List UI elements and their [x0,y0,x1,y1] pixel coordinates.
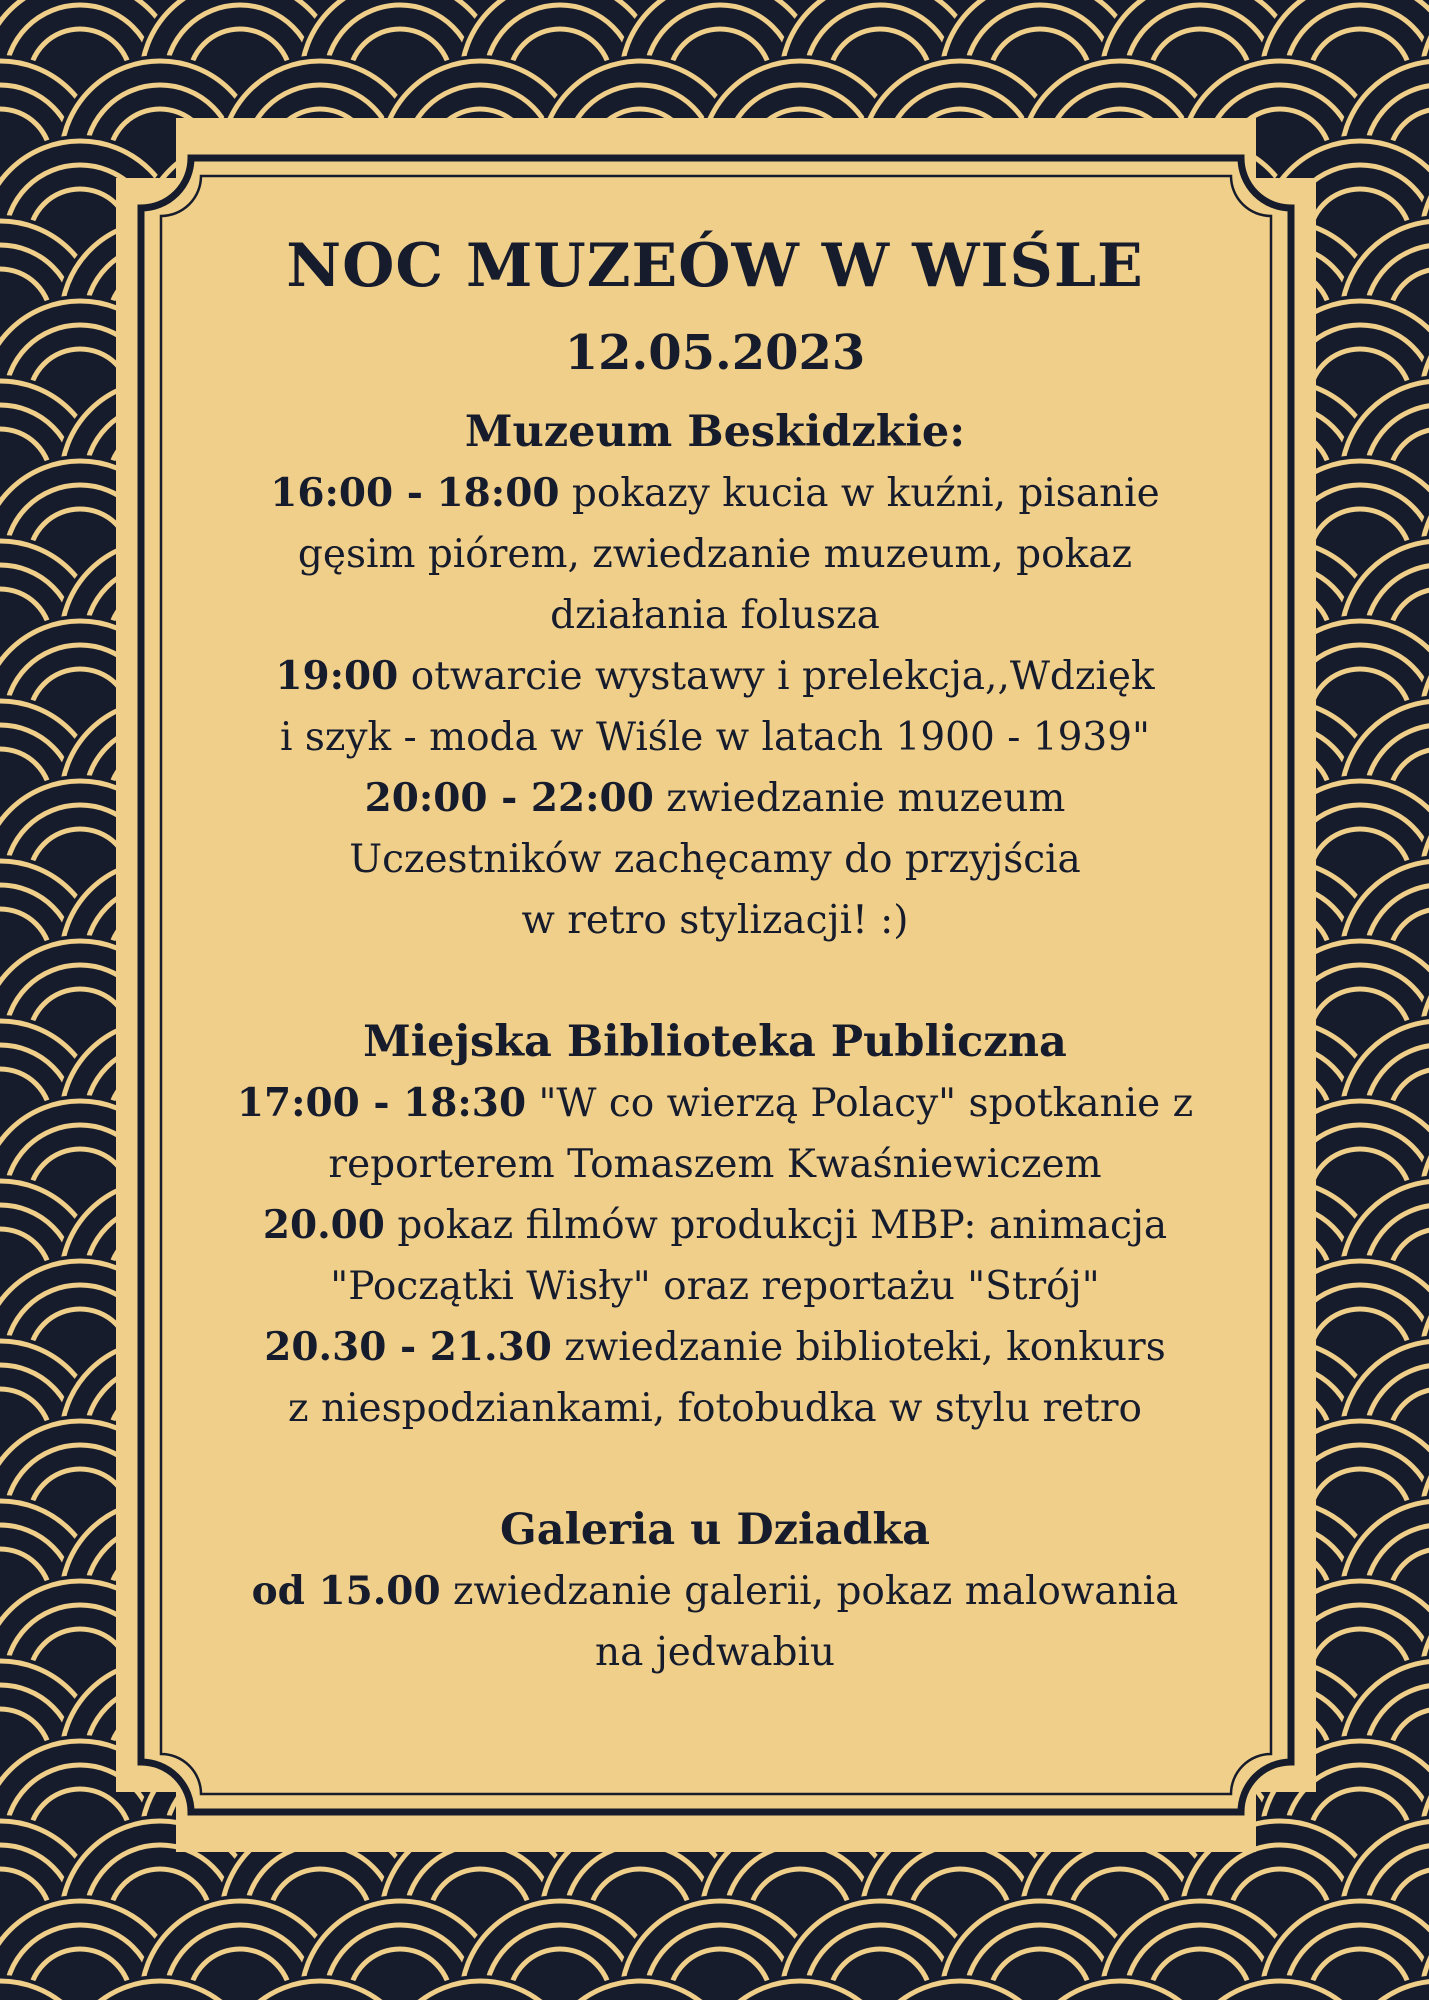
section-title: Galeria u Dziadka [500,1505,930,1555]
program-description: pokazy kucia w kuźni, pisanie [559,471,1160,516]
program-time: 17:00 - 18:30 [236,1080,527,1126]
program-time: 16:00 - 18:00 [270,470,560,516]
program-section [230,402,1200,951]
program-time: 20:00 - 22:00 [364,775,654,821]
program-time: 20.30 - 21.30 [264,1324,552,1370]
poster-title: NOC MUZEÓW W WIŚLE [286,231,1144,301]
program-line [230,1134,1200,1195]
program-sections [230,402,1200,1683]
program-description: działania folusza [550,593,880,638]
program-line [230,768,1200,829]
program-description: w retro stylizacji! :) [521,898,909,943]
program-line [230,1317,1200,1378]
program-section [230,1012,1200,1439]
program-description: gęsim piórem, zwiedzanie muzeum, pokaz [297,532,1133,577]
program-description: i szyk - moda w Wiśle w latach 1900 - 1939" [280,715,1150,760]
program-line [230,524,1200,585]
program-line [230,890,1200,951]
program-line [230,1622,1200,1683]
program-time: 20.00 [262,1202,385,1248]
program-description: "W co wierzą Polacy" spotkanie z [526,1081,1194,1126]
program-line [230,1195,1200,1256]
program-line [230,707,1200,768]
program-description: zwiedzanie muzeum [653,776,1066,821]
program-line [230,463,1200,524]
program-description: z niespodziankami, fotobudka w stylu retro [288,1386,1142,1431]
program-line [230,1561,1200,1622]
program-line [230,646,1200,707]
program-line [230,1378,1200,1439]
program-line [230,1073,1200,1134]
poster-content [230,218,1200,1683]
program-time: od 15.00 [251,1568,441,1614]
program-description: Uczestników zachęcamy do przyjścia [349,837,1081,882]
program-line [230,585,1200,646]
program-description: reporterem Tomaszem Kwaśniewiczem [328,1142,1102,1187]
program-section [230,1500,1200,1683]
program-description: zwiedzanie galerii, pokaz malowania [440,1569,1179,1614]
program-time: 19:00 [275,653,399,699]
section-spacer [230,951,1200,1012]
program-description: na jedwabiu [594,1630,836,1675]
event-date: 12.05.2023 [564,325,866,381]
program-description: otwarcie wystawy i prelekcja,,Wdzięk [398,654,1155,699]
program-description: zwiedzanie biblioteki, konkurs [551,1325,1166,1370]
section-spacer [230,1439,1200,1500]
section-title: Miejska Biblioteka Publiczna [363,1017,1067,1067]
program-line [230,829,1200,890]
program-description: pokaz filmów produkcji MBP: animacja [384,1203,1168,1248]
section-title: Muzeum Beskidzkie: [464,407,966,457]
program-description: "Początki Wisły" oraz reportażu "Strój" [330,1264,1100,1309]
program-line [230,1256,1200,1317]
